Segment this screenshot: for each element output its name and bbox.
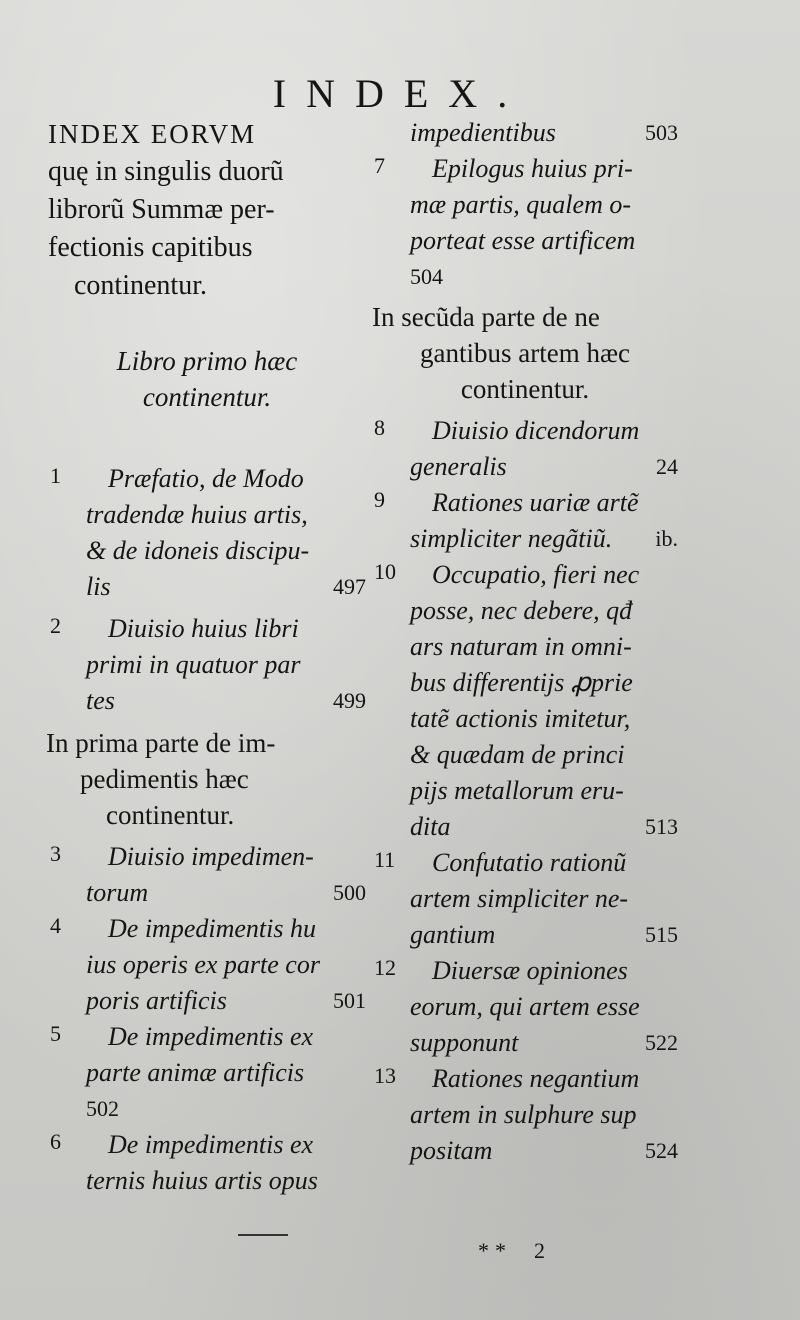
section-line: In secũda parte de ne xyxy=(372,302,600,332)
signature-asterisks: ** xyxy=(478,1238,512,1263)
left-column xyxy=(48,115,366,1199)
page-title: INDEX. xyxy=(272,71,528,116)
index-entry xyxy=(48,839,366,911)
heading-line: INDEX EORVM xyxy=(48,119,257,149)
index-entry xyxy=(48,1019,366,1127)
index-entry xyxy=(372,413,678,485)
entry-page: 497 xyxy=(333,574,366,599)
subheading-line: Libro primo hæc xyxy=(116,346,298,376)
entry-line: ternis huius artis opus xyxy=(86,1166,318,1195)
entry-page: 500 xyxy=(333,880,366,905)
book-one-subheading xyxy=(48,343,366,415)
entry-line: artem in sulphure sup xyxy=(410,1100,637,1129)
entry-line: parte animæ artificis xyxy=(86,1058,305,1087)
entry-line: generalis xyxy=(410,452,507,481)
index-entry xyxy=(48,611,366,719)
section-line: In prima parte de im- xyxy=(46,728,276,758)
entry-line: torum xyxy=(86,878,149,907)
index-entry xyxy=(372,1061,678,1169)
entry-number: 10 xyxy=(374,559,396,584)
entry-line: porteat esse artificem xyxy=(410,226,636,255)
signature-mark xyxy=(478,1238,551,1264)
entry-line: pijs metallorum eru- xyxy=(410,776,624,805)
entry-page: 524 xyxy=(645,1138,678,1163)
underline-rule xyxy=(238,1234,288,1236)
entry-number: 2 xyxy=(50,613,61,638)
index-entry xyxy=(372,485,678,557)
entry-page: 24 xyxy=(656,454,678,479)
entry-page: 503 xyxy=(645,120,678,145)
entry-line: mæ partis, qualem o- xyxy=(410,190,631,219)
section-line: continentur. xyxy=(106,800,235,830)
entry-line: Diuisio impedimen- xyxy=(108,842,314,871)
entry-number: 13 xyxy=(374,1063,396,1088)
entry-line: De impedimentis hu xyxy=(108,914,316,943)
entry-line: De impedimentis ex xyxy=(108,1130,314,1159)
index-heading xyxy=(48,115,366,305)
entry-line: Diuisio dicendorum xyxy=(432,416,640,445)
entry-line: & quædam de princi xyxy=(410,740,625,769)
index-entry xyxy=(372,557,678,845)
entry-line: simpliciter negãtiũ. xyxy=(410,524,613,553)
entry-line: Confutatio rationũ xyxy=(432,848,627,877)
entry-number: 4 xyxy=(50,913,61,938)
heading-line: continentur. xyxy=(74,270,207,301)
entry-line: Diuisio huius libri xyxy=(108,614,299,643)
entry-number: 12 xyxy=(374,955,396,980)
entry-line: Diuersæ opiniones xyxy=(432,956,628,985)
section-line: continentur. xyxy=(460,374,590,404)
entry-number: 5 xyxy=(50,1021,61,1046)
entry-number: 6 xyxy=(50,1129,61,1154)
entry-line: dita xyxy=(410,812,451,841)
index-entry xyxy=(48,1127,366,1199)
entry-line: & de idoneis discipu- xyxy=(86,536,310,565)
part-two-heading xyxy=(372,299,678,407)
heading-line: librorũ Summæ per- xyxy=(48,194,275,225)
entry-number: 7 xyxy=(374,153,385,178)
entry-page: 502 xyxy=(86,1096,119,1121)
entry-line: ius operis ex parte cor xyxy=(86,950,320,979)
index-entry xyxy=(372,845,678,953)
entry-page: 515 xyxy=(645,922,678,947)
section-line: gantibus artem hæc xyxy=(420,338,630,368)
entry-page: 513 xyxy=(645,814,678,839)
entry-number: 8 xyxy=(374,415,385,440)
entry-page: 522 xyxy=(645,1030,678,1055)
entry-line: impedientibus xyxy=(410,118,556,147)
entry-line: Occupatio, fieri nec xyxy=(432,560,640,589)
entry-line: primi in quatuor par xyxy=(86,650,301,679)
entry-line: Præfatio, de Modo xyxy=(108,464,304,493)
heading-line: quę in singulis duorũ xyxy=(48,156,284,187)
entry-line: bus differentijs ꝓprie xyxy=(410,668,633,697)
index-entry xyxy=(48,461,366,605)
entry-line: supponunt xyxy=(410,1028,519,1057)
index-entry xyxy=(372,953,678,1061)
entry-line: tes xyxy=(86,686,115,715)
right-column xyxy=(372,115,678,1169)
entry-page: 504 xyxy=(410,264,443,289)
entry-line: tradendæ huius artis, xyxy=(86,500,308,529)
entry-line: lis xyxy=(86,572,111,601)
entry-line: artem simpliciter ne- xyxy=(410,884,629,913)
entry-page: 499 xyxy=(333,688,366,713)
subheading-line: continentur. xyxy=(142,382,272,412)
entry-page: ib. xyxy=(655,526,678,551)
index-entry xyxy=(48,911,366,1019)
entry-number: 3 xyxy=(50,841,61,866)
signature-number: 2 xyxy=(534,1238,551,1263)
entry-line: Epilogus huius pri- xyxy=(432,154,633,183)
entry-line: Rationes uariæ artẽ xyxy=(432,488,639,517)
entry-number: 11 xyxy=(374,847,396,872)
index-entry xyxy=(372,115,678,151)
entry-line: tatẽ actionis imitetur, xyxy=(410,704,631,733)
entry-line: ars naturam in omni- xyxy=(410,632,632,661)
heading-line: fectionis capitibus xyxy=(48,232,253,263)
entry-line: positam xyxy=(410,1136,493,1165)
entry-line: De impedimentis ex xyxy=(108,1022,314,1051)
entry-line: eorum, qui artem esse xyxy=(410,992,640,1021)
entry-line: posse, nec debere, qđ xyxy=(410,596,633,625)
entry-line: poris artificis xyxy=(86,986,227,1015)
entry-number: 1 xyxy=(50,463,61,488)
entry-line: gantium xyxy=(410,920,496,949)
entry-line: Rationes negantium xyxy=(432,1064,640,1093)
index-entry xyxy=(372,151,678,295)
part-one-heading xyxy=(46,725,366,833)
entry-page: 501 xyxy=(333,988,366,1013)
entry-number: 9 xyxy=(374,487,385,512)
section-line: pedimentis hæc xyxy=(80,764,249,794)
